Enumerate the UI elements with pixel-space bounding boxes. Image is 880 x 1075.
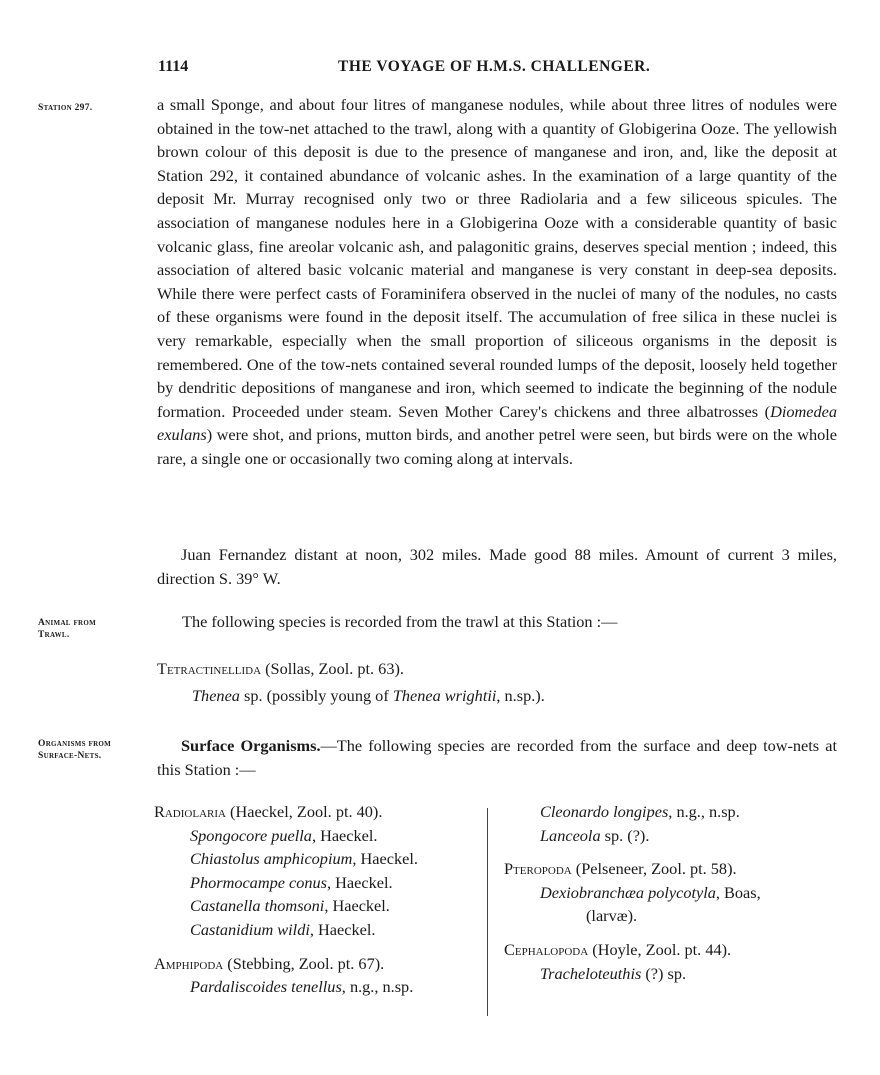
species-authority: , Haeckel. — [327, 872, 393, 892]
thenea-end: , n.sp.). — [496, 686, 545, 705]
species-name: Phormocampe conus — [190, 872, 328, 892]
species-authority: , Haeckel. — [352, 849, 418, 869]
species-name: Dexiobranchæa polycotyla — [540, 882, 716, 902]
species-name: Pardaliscoides tenellus — [190, 977, 342, 997]
species-authority: , Haeckel. — [311, 825, 378, 845]
side-label-organisms-line1: Organisms from — [38, 739, 112, 749]
species-note: (larvæ). — [586, 906, 638, 926]
species-name: Cleonardo longipes — [540, 802, 669, 821]
radiolaria-heading — [154, 800, 484, 824]
position-paragraph: Juan Fernandez distant at noon, 302 miles. Made good 88 miles. Amount of current 3 miles, direction S. 39° W. — [157, 545, 837, 588]
amphipoda-block — [154, 952, 484, 999]
radiolaria-block — [154, 800, 484, 942]
species-entry — [504, 800, 844, 824]
tetractinellida-ref: (Sollas, Zool. pt. 63). — [261, 659, 404, 678]
side-label-organisms-line2: Surface-Nets. — [38, 751, 102, 761]
cephalopoda-block — [504, 938, 844, 985]
radiolaria-group: Radiolaria — [154, 802, 226, 821]
trawl-intro: The following species is recorded from the trawl at this Station :— — [182, 612, 618, 631]
species-entry — [504, 824, 844, 848]
tetractinellida-heading — [157, 659, 404, 679]
species-name: Castanella thomsoni — [190, 896, 325, 916]
species-authority: , n.g., n.sp. — [668, 802, 740, 821]
pteropoda-group: Pteropoda — [504, 859, 572, 879]
amphipoda-group: Amphipoda — [154, 953, 224, 973]
thenea-genus: Thenea — [192, 686, 240, 705]
species-name: Tracheloteuthis — [540, 963, 642, 983]
species-authority: , Haeckel. — [309, 919, 376, 939]
pteropoda-block — [504, 857, 844, 928]
species-name: Chiastolus amphicopium — [190, 849, 353, 869]
amphipoda-ref: (Stebbing, Zool. pt. 67). — [223, 953, 385, 973]
side-label-animal-line1: Animal from — [38, 618, 97, 628]
species-name: Lanceola — [540, 825, 601, 845]
pteropoda-heading — [504, 857, 844, 881]
thenea-wrightii: Thenea wrightii — [392, 686, 497, 705]
page-number: 1114 — [158, 58, 189, 75]
thenea-mid: sp. (possibly young of — [239, 686, 393, 705]
side-label-animal-line2: Trawl. — [38, 630, 70, 640]
amphipoda-heading — [154, 952, 484, 976]
side-label-animal-from-trawl — [38, 617, 96, 641]
species-name: Castanidium wildi — [190, 919, 310, 939]
species-authority: (?) sp. — [641, 963, 687, 983]
species-name: Spongocore puella — [190, 825, 312, 845]
species-authority: , Boas, — [715, 882, 761, 902]
pteropoda-ref: (Pelseneer, Zool. pt. 58). — [571, 859, 737, 879]
species-entry — [154, 894, 484, 918]
side-label-station: Station 297. — [38, 103, 93, 113]
main-paragraph-text: a small Sponge, and about four litres of manganese nodules, while about three litres of nodules were obtained in the tow-net attached to the trawl, along with a quantity of Globigerina Ooze. The yellowish brown colour of this deposit is due to the presence of manganese and iron, and, like the deposit at Station 292, it contained abundance of volcanic ashes. In the examination of a large quantity of the deposit Mr. Murray recognised only two or three Radiolaria and a few siliceous spicules. The association of manganese nodules here in a Globigerina Ooze with a considerable quantity of basic volcanic glass, fine areolar volcanic ash, and palagonitic grains, deserves special mention ; indeed, this association of altered basic volcanic material and manganese is very constant in deep-sea deposits. While there were perfect casts of Foraminifera observed in the nuclei of many of the nodules, no casts of these organisms were found in the deposit itself. The accumulation of free silica in these nuclei is very remarkable, especially when the small proportion of siliceous organisms in the deposit is remembered. One of the tow-nets contained several rounded lumps of the deposit, loosely held together by dendritic depositions of manganese and iron, which seemed to indicate the beginning of the nodule formation. Proceeded under steam. Seven Mother Carey's chickens and three albatrosses — [157, 95, 837, 421]
thenea-entry — [192, 686, 545, 706]
surface-intro: —The following species are recorded from the surface and deep tow-nets at this Station :— — [157, 736, 837, 779]
tetractinellida-group: Tetractinellida — [157, 659, 262, 678]
species-entry — [504, 881, 844, 905]
running-title: THE VOYAGE OF H.M.S. CHALLENGER. — [338, 58, 651, 75]
species-entry — [154, 824, 484, 848]
surface-heading: Surface Organisms. — [181, 736, 321, 755]
species-entry — [154, 918, 484, 942]
amphipoda-continued-block — [504, 800, 844, 847]
radiolaria-ref: (Haeckel, Zool. pt. 40). — [225, 802, 383, 821]
species-entry — [154, 847, 484, 871]
species-entry — [154, 975, 484, 999]
species-entry — [154, 871, 484, 895]
species-authority: sp. (?). — [600, 825, 650, 845]
right-species-column — [504, 800, 844, 995]
species-authority: , Haeckel. — [324, 896, 390, 916]
bird-species: Diomedea exulans — [157, 401, 837, 445]
birds-open: ( — [764, 401, 771, 421]
species-entry — [504, 962, 844, 986]
surface-intro-paragraph — [157, 734, 837, 781]
birds-text: ) were shot, and prions, mutton birds, and another petrel were seen, but birds were on the whole rare, a single one or occasionally two coming along at intervals. — [157, 425, 837, 468]
species-authority: , n.g., n.sp. — [341, 977, 414, 997]
column-divider — [487, 808, 488, 1016]
left-species-column — [154, 800, 484, 1009]
cephalopoda-ref: (Hoyle, Zool. pt. 44). — [588, 939, 732, 959]
side-label-organisms-from-surface-nets — [38, 738, 111, 762]
main-paragraph — [157, 93, 837, 471]
cephalopoda-heading — [504, 938, 844, 962]
cephalopoda-group: Cephalopoda — [504, 939, 589, 959]
